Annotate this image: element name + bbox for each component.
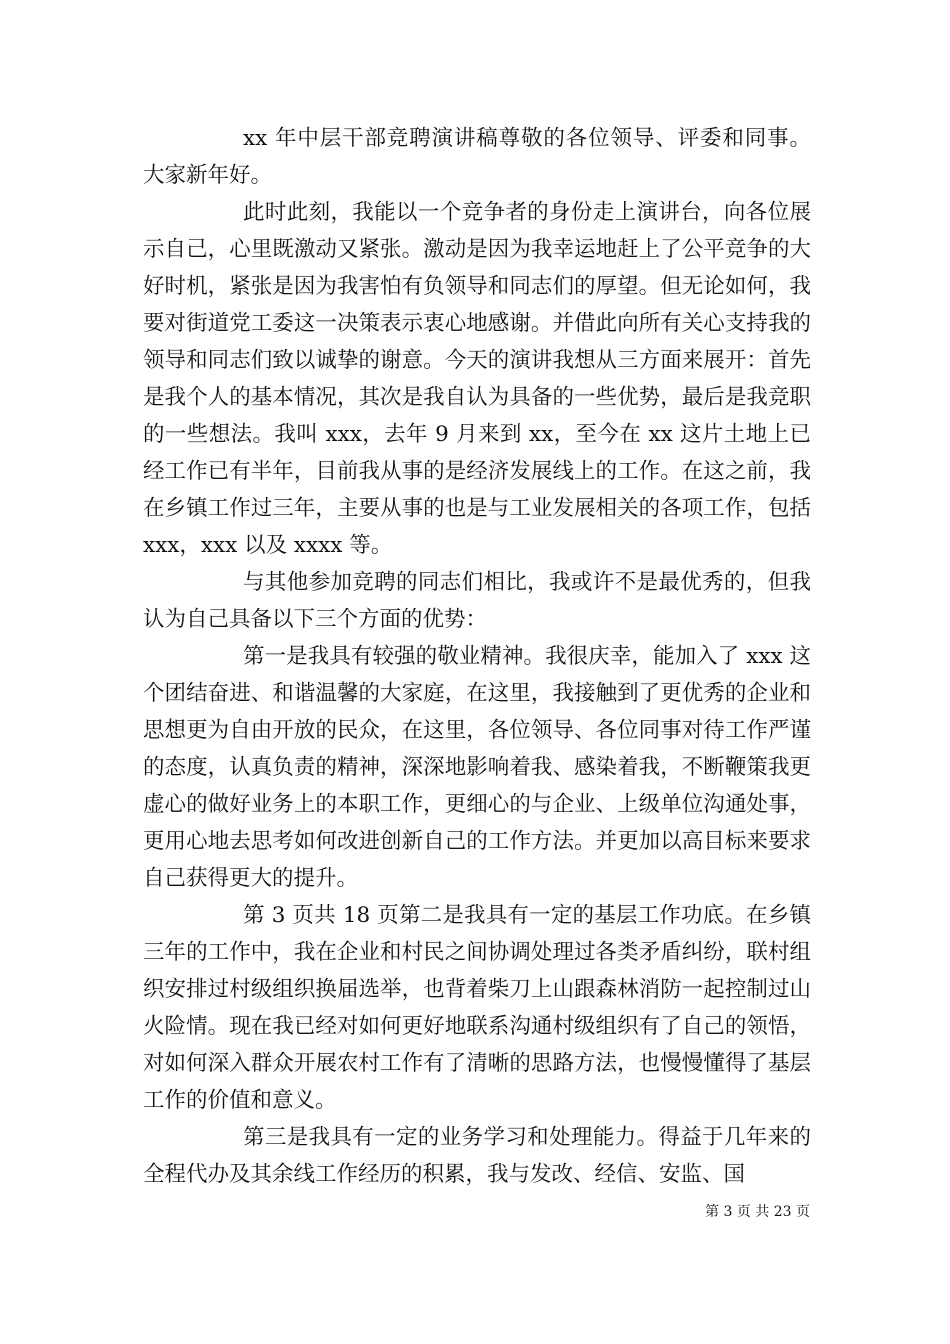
paragraph-title-greeting: xx 年中层干部竞聘演讲稿尊敬的各位领导、评委和同事。大家新年好。 bbox=[143, 126, 811, 188]
paragraph-advantages-intro: 与其他参加竞聘的同志们相比，我或许不是最优秀的，但我认为自己具备以下三个方面的优势： bbox=[143, 570, 811, 632]
paragraph-advantage-two: 第 3 页共 18 页第二是我具有一定的基层工作功底。在乡镇三年的工作中，我在企业和村民之间协调处理过各类矛盾纠纷，联村组织安排过村级组织换届选举，也背着柴刀上山跟森林消防一起控制过山火险情。现在我已经对如何更好地联系沟通村级组织有了自己的领悟，对如何深入群众开展农村工作有了清晰的思路方法，也慢慢懂得了基层工作的价值和意义。 bbox=[143, 903, 811, 1113]
paragraph-advantage-three: 第三是我具有一定的业务学习和处理能力。得益于几年来的全程代办及其余线工作经历的积累，我与发改、经信、安监、国 bbox=[143, 1125, 811, 1187]
paragraph-advantage-one: 第一是我具有较强的敬业精神。我很庆幸，能加入了 xxx 这个团结奋进、和谐温馨的大家庭，在这里，我接触到了更优秀的企业和思想更为自由开放的民众，在这里，各位领导、各位同事对待工作严谨的态度，认真负责的精神，深深地影响着我、感染着我，不断鞭策我更虚心的做好业务上的本职工作，更细心的与企业、上级单位沟通处事，更用心地去思考如何改进创新自己的工作方法。并更加以高目标来要求自己获得更大的提升。 bbox=[143, 644, 811, 891]
page-number-footer: 第 3 页 共 23 页 bbox=[705, 1204, 810, 1220]
document-body bbox=[143, 120, 811, 1193]
paragraph-introduction: 此时此刻，我能以一个竞争者的身份走上演讲台，向各位展示自己，心里既激动又紧张。激动是因为我幸运地赶上了公平竞争的大好时机，紧张是因为我害怕有负领导和同志们的厚望。但无论如何，我要对街道党工委这一决策表示衷心地感谢。并借此向所有关心支持我的领导和同志们致以诚挚的谢意。今天的演讲我想从三方面来展开：首先是我个人的基本情况，其次是我自认为具备的一些优势，最后是我竞职的一些想法。我叫 xxx，去年 9 月来到 xx，至今在 xx 这片土地上已经工作已有半年，目前我从事的是经济发展线上的工作。在这之前，我在乡镇工作过三年，主要从事的也是与工业发展相关的各项工作，包括 xxx，xxx 以及 xxxx 等。 bbox=[143, 200, 811, 558]
